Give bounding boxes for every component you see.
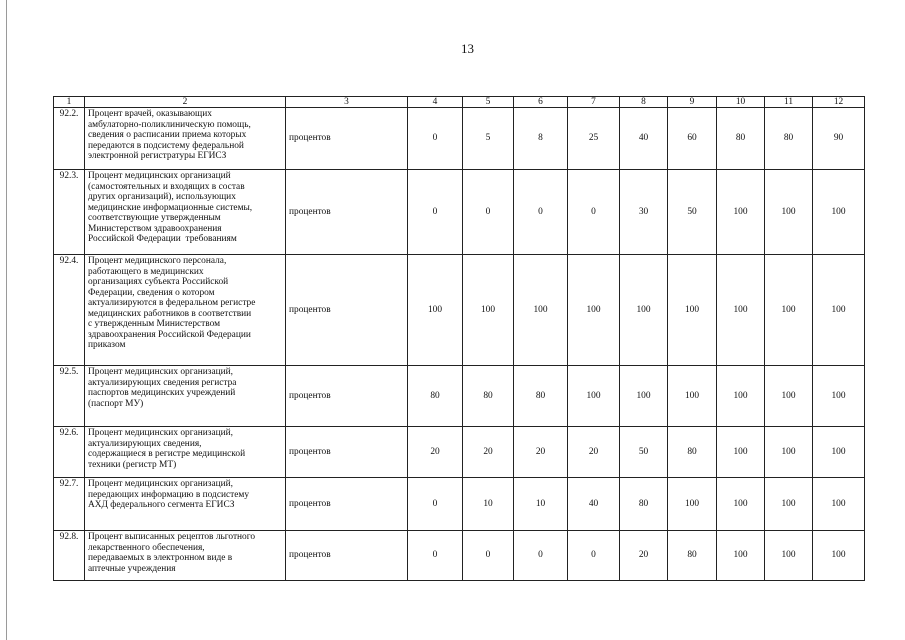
row-number-cell: 92.5. xyxy=(54,366,85,427)
value-cell: 100 xyxy=(717,255,765,366)
row-number-cell: 92.6. xyxy=(54,427,85,478)
value-cell: 100 xyxy=(813,366,865,427)
value-cell: 100 xyxy=(765,427,813,478)
value-cell: 50 xyxy=(620,427,668,478)
description-line: (паспорт МУ) xyxy=(88,398,144,409)
value-cell: 80 xyxy=(668,427,717,478)
description-line: паспортов медицинских учреждений xyxy=(88,388,236,398)
description-line: Российской Федерации требованиям xyxy=(88,234,237,244)
value-cell: 0 xyxy=(408,478,463,531)
header-cell: 11 xyxy=(765,97,813,108)
value-cell: 40 xyxy=(568,478,620,531)
description-line: техники (регистр МТ) xyxy=(88,459,177,470)
value-cell: 100 xyxy=(813,255,865,366)
value-cell: 80 xyxy=(514,366,568,427)
value-cell: 30 xyxy=(620,170,668,255)
value-cell: 60 xyxy=(668,108,717,170)
header-cell: 5 xyxy=(463,97,514,108)
value-cell: 25 xyxy=(568,108,620,170)
unit-cell: процентов xyxy=(286,170,408,255)
description-line: приказом xyxy=(88,340,126,350)
value-cell: 100 xyxy=(463,255,514,366)
unit-cell: процентов xyxy=(286,531,408,581)
value-cell: 100 xyxy=(620,366,668,427)
value-cell: 5 xyxy=(463,108,514,170)
value-cell: 100 xyxy=(568,255,620,366)
value-cell: 8 xyxy=(514,108,568,170)
value-cell: 100 xyxy=(717,478,765,531)
row-number-cell: 92.2. xyxy=(54,108,85,170)
value-cell: 100 xyxy=(620,255,668,366)
value-cell: 100 xyxy=(813,478,865,531)
description-line: здравоохранения Российской Федерации xyxy=(88,329,251,340)
header-cell: 9 xyxy=(668,97,717,108)
table-row xyxy=(54,427,865,478)
header-cell: 8 xyxy=(620,97,668,108)
page-number: 13 xyxy=(461,41,474,56)
description-line: работающего в медицинских xyxy=(88,266,204,277)
table-row xyxy=(54,531,865,581)
value-cell: 0 xyxy=(408,531,463,581)
value-cell: 0 xyxy=(568,531,620,581)
description-line: амбулаторно-поликлиническую помощь, xyxy=(88,119,251,130)
description-line: передаваемых в электронном виде в xyxy=(88,553,233,563)
value-cell: 100 xyxy=(813,170,865,255)
value-cell: 0 xyxy=(514,170,568,255)
indicator-description-cell xyxy=(85,108,286,170)
description-line: других организаций), использующих xyxy=(88,192,236,202)
header-cell: 7 xyxy=(568,97,620,108)
row-number-cell: 92.7. xyxy=(54,478,85,531)
header-cell: 4 xyxy=(408,97,463,108)
header-row xyxy=(54,97,865,108)
description-line: медицинские информационные системы, xyxy=(88,202,253,213)
row-number-cell: 92.3. xyxy=(54,170,85,255)
value-cell: 10 xyxy=(463,478,514,531)
value-cell: 0 xyxy=(408,108,463,170)
value-cell: 100 xyxy=(765,255,813,366)
scan-edge-line xyxy=(6,0,7,640)
unit-cell: процентов xyxy=(286,478,408,531)
unit-cell: процентов xyxy=(286,255,408,366)
description-line: с утвержденным Министерством xyxy=(88,319,221,329)
value-cell: 40 xyxy=(620,108,668,170)
description-line: лекарственного обеспечения, xyxy=(88,542,205,553)
value-cell: 0 xyxy=(514,531,568,581)
table-body xyxy=(54,97,865,581)
indicator-description-cell xyxy=(85,366,286,427)
description-line: Федерации, сведения о котором xyxy=(88,287,215,298)
value-cell: 100 xyxy=(514,255,568,366)
value-cell: 100 xyxy=(813,531,865,581)
unit-cell: процентов xyxy=(286,427,408,478)
description-line: Процент медицинского персонала, xyxy=(88,256,227,266)
description-line: Процент медицинских организаций xyxy=(88,171,231,181)
description-line: соответствующие утвержденным xyxy=(88,213,221,223)
value-cell: 100 xyxy=(668,366,717,427)
indicator-table-container xyxy=(53,96,865,581)
description-line: актуализирующих сведения, xyxy=(88,438,202,449)
value-cell: 100 xyxy=(813,427,865,478)
value-cell: 100 xyxy=(568,366,620,427)
description-line: (самостоятельных и входящих в состав xyxy=(88,181,245,192)
description-line: медицинских работников в соответствии xyxy=(88,308,252,319)
header-cell: 1 xyxy=(54,97,85,108)
indicator-description-cell xyxy=(85,531,286,581)
header-cell: 12 xyxy=(813,97,865,108)
description-line: Процент выписанных рецептов льготного xyxy=(88,532,256,542)
value-cell: 100 xyxy=(408,255,463,366)
value-cell: 100 xyxy=(717,366,765,427)
value-cell: 100 xyxy=(765,366,813,427)
indicator-description-cell xyxy=(85,478,286,531)
header-cell: 10 xyxy=(717,97,765,108)
description-line: сведения о расписании приема которых xyxy=(88,130,247,140)
description-line: Министерством здравоохранения xyxy=(88,223,222,234)
value-cell: 20 xyxy=(514,427,568,478)
description-line: Процент медицинских организаций, xyxy=(88,367,234,377)
value-cell: 50 xyxy=(668,170,717,255)
value-cell: 20 xyxy=(408,427,463,478)
description-line: актуализируются в федеральном регистре xyxy=(88,298,256,308)
row-number-cell: 92.4. xyxy=(54,255,85,366)
indicator-description-cell xyxy=(85,255,286,366)
description-line: Процент врачей, оказывающих xyxy=(88,109,212,119)
header-cell: 2 xyxy=(85,97,286,108)
row-number-cell: 92.8. xyxy=(54,531,85,581)
value-cell: 80 xyxy=(408,366,463,427)
unit-cell: процентов xyxy=(286,366,408,427)
value-cell: 100 xyxy=(717,170,765,255)
description-line: АХД федерального сегмента ЕГИСЗ xyxy=(88,500,235,510)
unit-cell: процентов xyxy=(286,108,408,170)
value-cell: 100 xyxy=(668,255,717,366)
description-line: Процент медицинских организаций, xyxy=(88,479,234,489)
value-cell: 90 xyxy=(813,108,865,170)
value-cell: 0 xyxy=(408,170,463,255)
indicator-description-cell xyxy=(85,170,286,255)
indicator-table xyxy=(53,96,865,581)
value-cell: 80 xyxy=(620,478,668,531)
value-cell: 0 xyxy=(463,531,514,581)
table-row xyxy=(54,108,865,170)
description-line: электронной регистратуры ЕГИСЗ xyxy=(88,151,227,161)
indicator-description-cell xyxy=(85,427,286,478)
description-line: передаются в подсистему федеральной xyxy=(88,140,244,151)
header-cell: 6 xyxy=(514,97,568,108)
value-cell: 80 xyxy=(668,531,717,581)
value-cell: 80 xyxy=(717,108,765,170)
value-cell: 100 xyxy=(717,531,765,581)
value-cell: 20 xyxy=(620,531,668,581)
table-row xyxy=(54,255,865,366)
value-cell: 100 xyxy=(765,531,813,581)
description-line: содержащиеся в регистре медицинской xyxy=(88,449,246,459)
value-cell: 100 xyxy=(765,478,813,531)
value-cell: 100 xyxy=(668,478,717,531)
header-cell: 3 xyxy=(286,97,408,108)
description-line: организациях субъекта Российской xyxy=(88,277,229,287)
value-cell: 100 xyxy=(765,170,813,255)
value-cell: 10 xyxy=(514,478,568,531)
value-cell: 0 xyxy=(568,170,620,255)
table-row xyxy=(54,170,865,255)
value-cell: 20 xyxy=(568,427,620,478)
table-row xyxy=(54,366,865,427)
description-line: аптечные учреждения xyxy=(88,563,176,574)
description-line: Процент медицинских организаций, xyxy=(88,428,234,438)
value-cell: 0 xyxy=(463,170,514,255)
value-cell: 100 xyxy=(717,427,765,478)
description-line: актуализирующих сведения регистра xyxy=(88,377,237,388)
description-line: передающих информацию в подсистему xyxy=(88,489,250,500)
value-cell: 80 xyxy=(463,366,514,427)
value-cell: 80 xyxy=(765,108,813,170)
table-row xyxy=(54,478,865,531)
value-cell: 20 xyxy=(463,427,514,478)
